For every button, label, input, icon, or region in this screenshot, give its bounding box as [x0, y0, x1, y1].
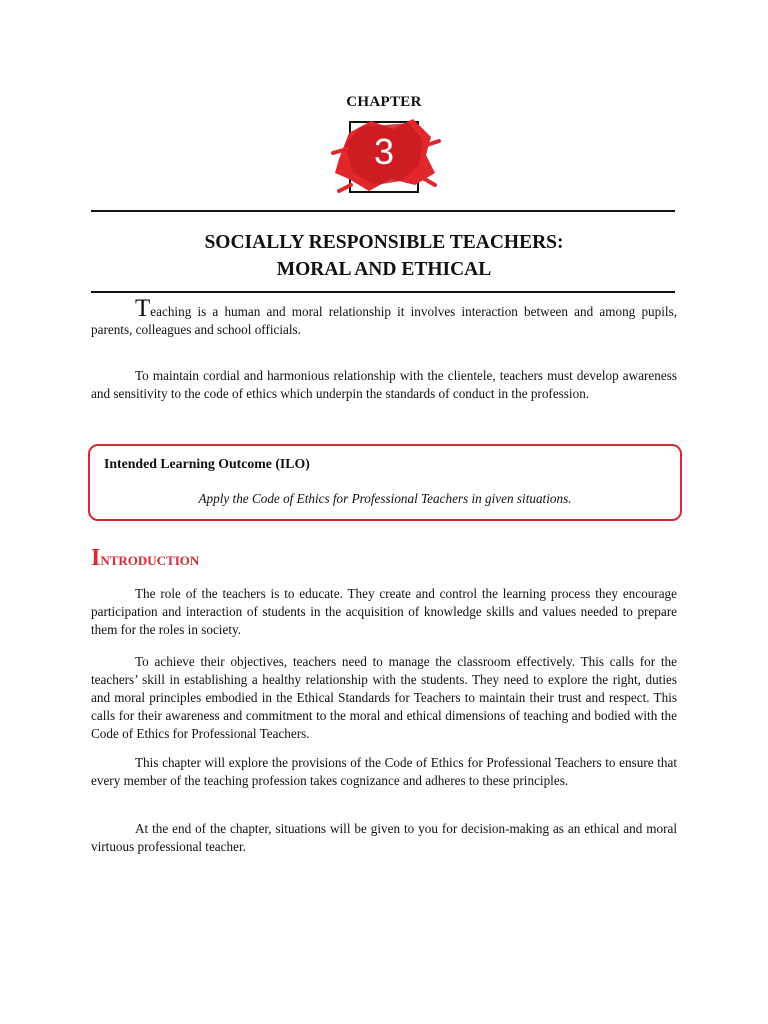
section-heading-rest: ntroduction	[100, 549, 200, 569]
body-paragraph: At the end of the chapter, situations will be given to you for decision-making as an ethical and moral virtuous professional teacher.	[91, 821, 677, 854]
intro-paragraph-1	[91, 295, 677, 339]
chapter-title-line1: SOCIALLY RESPONSIBLE TEACHERS:	[204, 232, 564, 253]
title-rule-top	[91, 210, 675, 212]
chapter-title-line2: MORAL AND ETHICAL	[276, 259, 492, 280]
chapter-number: 3	[373, 131, 395, 172]
chapter-number-badge	[349, 121, 419, 193]
intro-paragraph-2: To maintain cordial and harmonious relationship with the clientele, teachers must develop awareness and sensitivity to the code of ethics which underpin the standards of conduct in the profession.	[91, 368, 677, 401]
body-paragraph: To achieve their objectives, teachers need to manage the classroom effectively. This calls for the teachers’ skill in establishing a healthy relationship with the students. They need to explore the right, duties and moral principles embodied in the Ethical Standards for Teachers to maintain their trust and respect. This calls for their awareness and commitment to the moral and ethical dimensions of teaching and bodied with the Code of Ethics for Professional Teachers.	[91, 654, 677, 741]
drop-cap: T	[135, 295, 151, 322]
section-heading-introduction	[91, 545, 199, 572]
ilo-box	[88, 444, 682, 521]
intro-paragraph-1-text: eaching is a human and moral relationship it involves interaction between and among pupils, parents, colleagues and school officials.	[91, 304, 677, 337]
section-heading-initial: I	[91, 545, 101, 571]
body-paragraph: This chapter will explore the provisions of the Code of Ethics for Professional Teachers to ensure that every member of the teaching profession takes cognizance and adheres to these principles.	[91, 755, 677, 788]
ilo-text: Apply the Code of Ethics for Professional Teachers in given situations.	[198, 491, 572, 506]
chapter-label: CHAPTER	[346, 94, 422, 110]
title-rule-bottom	[91, 291, 675, 293]
chapter-title	[0, 229, 768, 283]
ilo-title: Intended Learning Outcome (ILO)	[104, 456, 310, 471]
body-paragraph: The role of the teachers is to educate. They create and control the learning process they encourage participation and interaction of students in the acquisition of knowledge skills and values needed to prepare them for the roles in society.	[91, 586, 677, 637]
